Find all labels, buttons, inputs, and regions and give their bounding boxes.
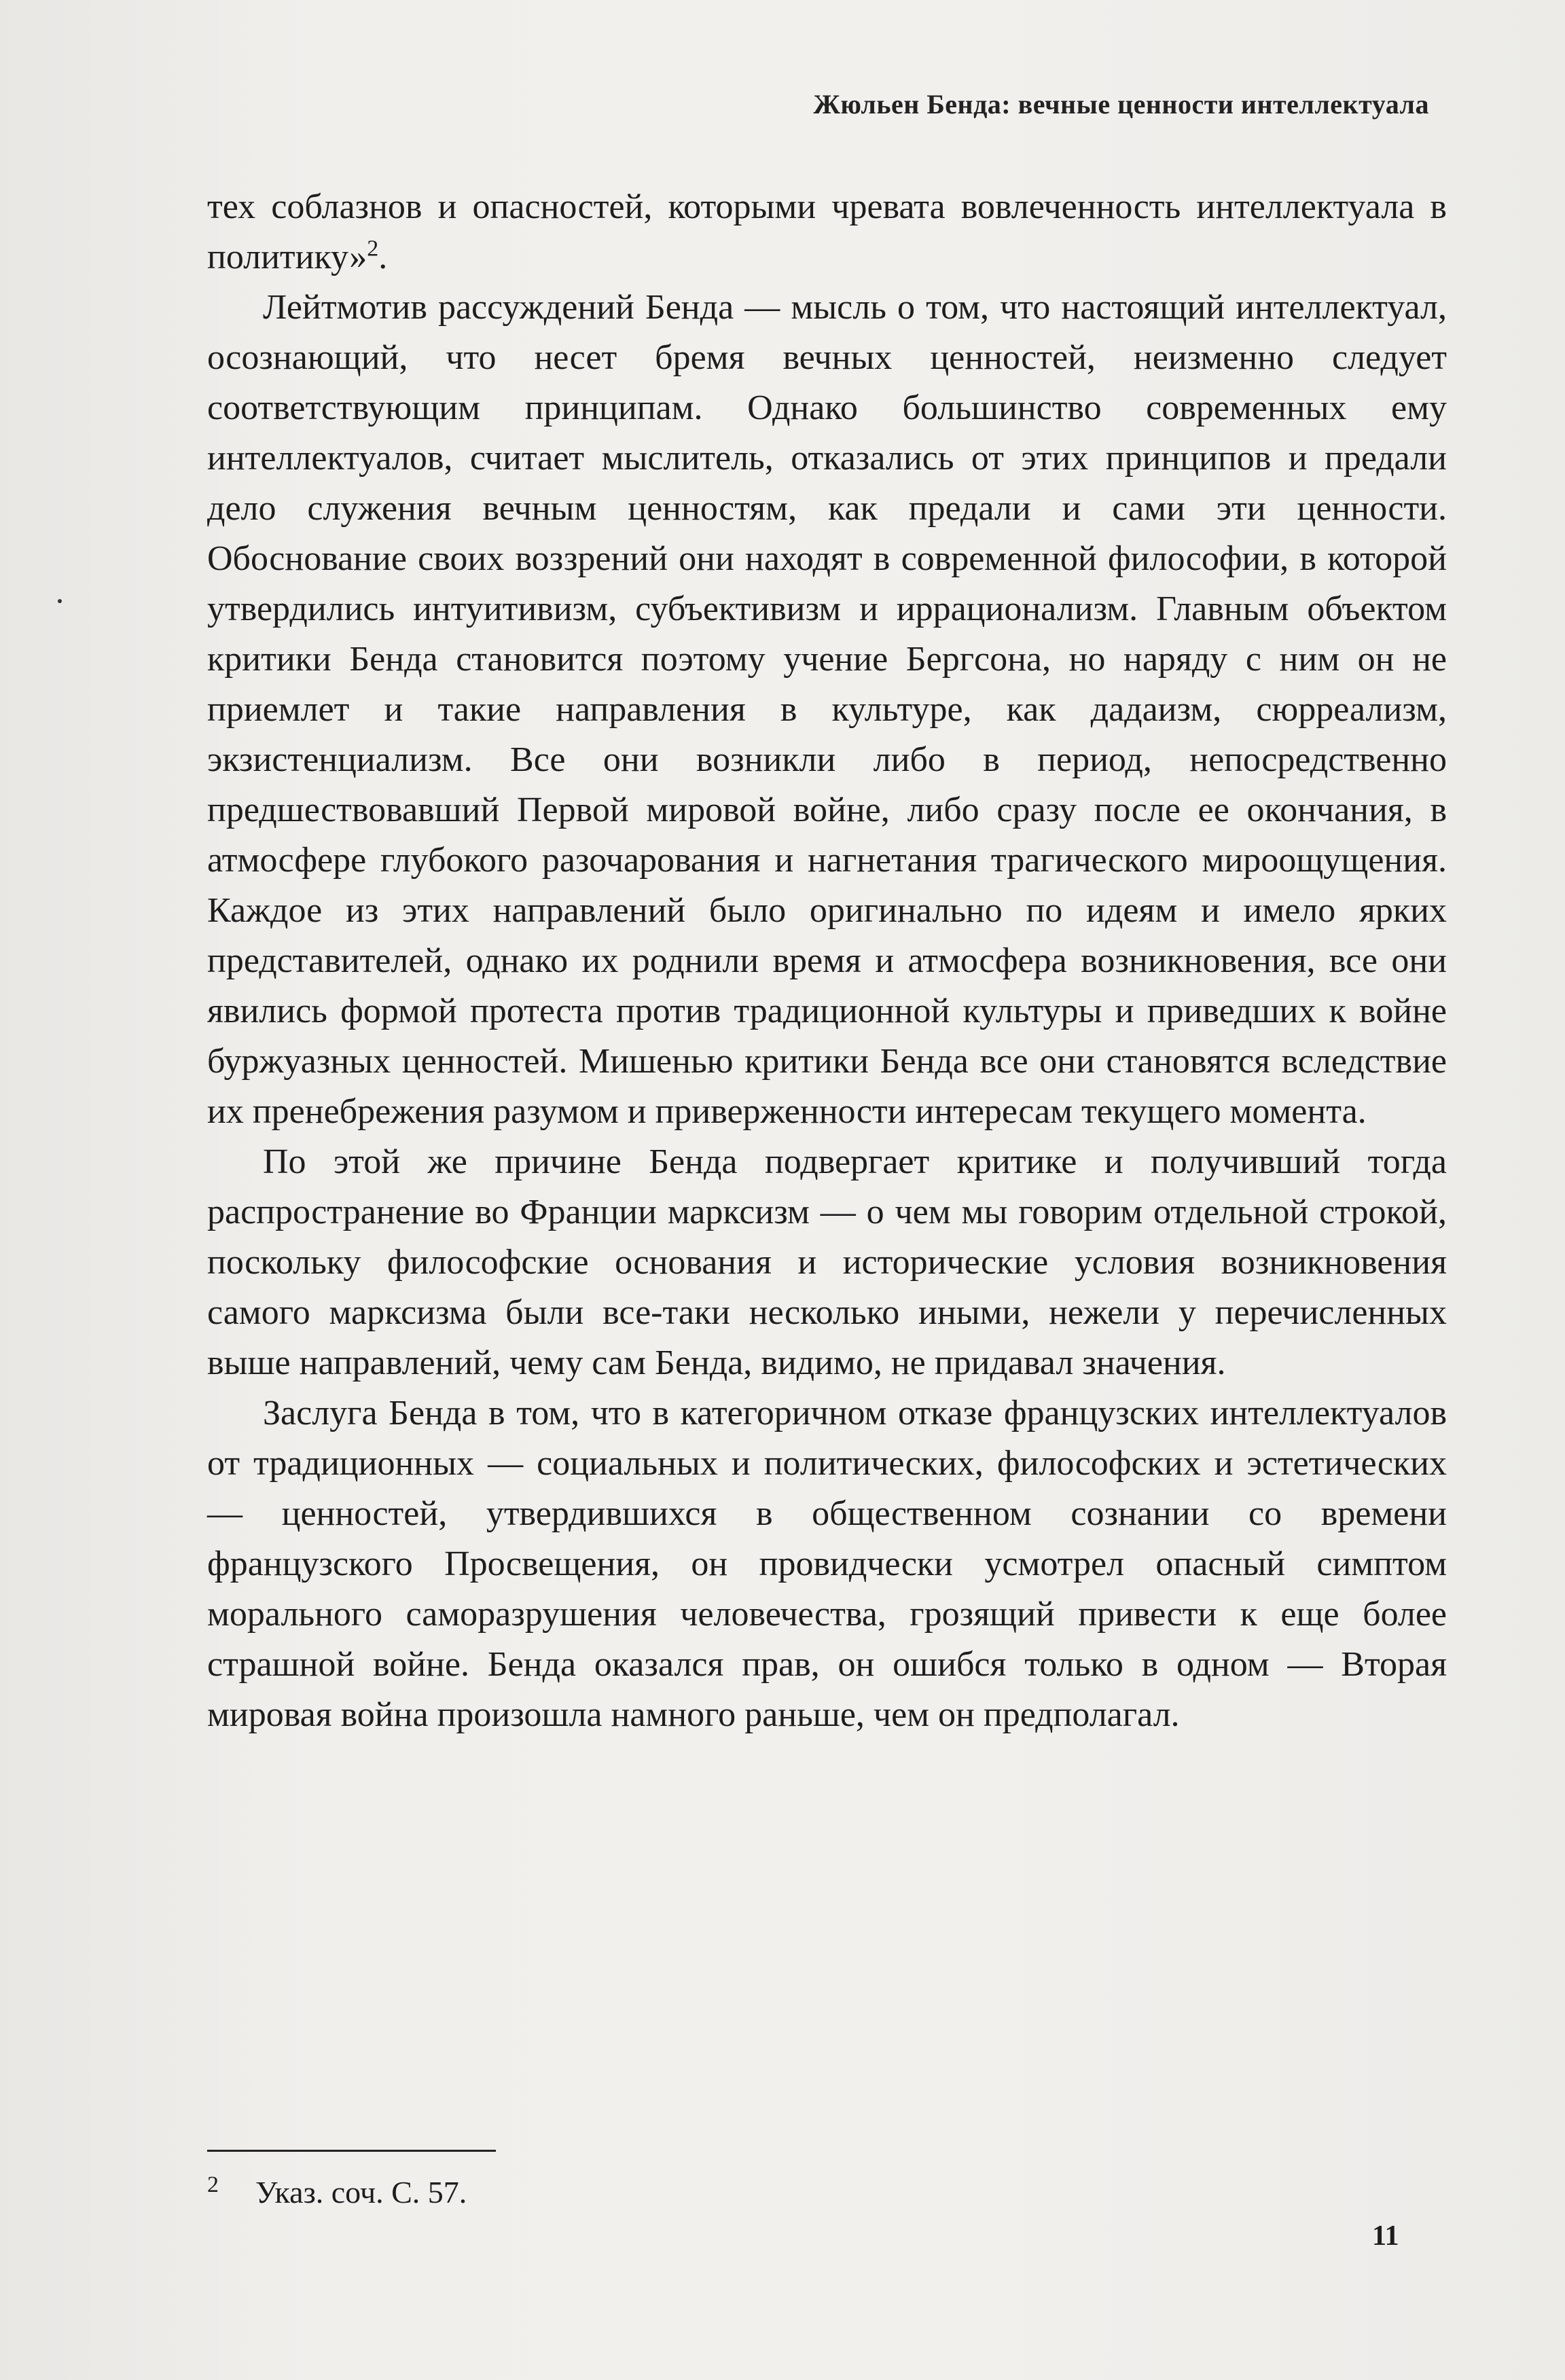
- paragraph-1-text: тех соблазнов и опасностей, которыми чревата вовлеченность интеллектуала в политику»: [207, 187, 1447, 276]
- paragraph-2: Лейтмотив рассуждений Бенда — мысль о том, что настоящий интеллектуал, осознающий, что несет бремя вечных ценностей, неизменно следует соответствующим принципам. Однако большинство современных ему интеллектуалов, считает мыслитель, отказались от этих принципов и предали дело служения вечным ценностям, как предали и сами эти ценности. Обоснование своих воззрений они находят в современной философии, в которой утвердились интуитивизм, субъективизм и иррационализм. Главным объектом критики Бенда становится поэтому учение Бергсона, но наряду с ним он не приемлет и такие направления в культуре, как дадаизм, сюрреализм, экзистенциализм. Все они возникли либо в период, непосредственно предшествовавший Первой мировой войне, либо сразу после ее окончания, в атмосфере глубокого разочарования и нагнетания трагического мироощущения. Каждое из этих направлений было оригинально по идеям и имело ярких представителей, однако их роднили время и атмосфера возникновения, все они явились формой протеста против традиционной культуры и приведших к войне буржуазных ценностей. Мишенью критики Бенда все они становятся вследствие их пренебрежения разумом и приверженности интересам текущего момента.: [207, 288, 1447, 1131]
- paragraph-1: [207, 182, 1447, 283]
- running-header: Жюльен Бенда: вечные ценности интеллектуала: [813, 89, 1429, 120]
- footnote: [207, 2172, 467, 2213]
- footnote-divider: [207, 2150, 496, 2152]
- body-text: [207, 182, 1447, 1740]
- page-number: 11: [1372, 2220, 1399, 2252]
- footnote-number: 2: [207, 2171, 219, 2197]
- footnote-reference: 2: [367, 236, 379, 262]
- paragraph-4: Заслуга Бенда в том, что в категоричном отказе французских интеллектуалов от традиционных — социальных и политических, философских и эстетических — ценностей, утвердившихся в общественном сознании со времени французского Просвещения, он провидчески усмотрел опасный симптом морального саморазрушения человечества, грозящий привести к еще более страшной войне. Бенда оказался прав, он ошибся только в одном — Вторая мировая война произошла намного раньше, чем он предполагал.: [207, 1394, 1447, 1734]
- paper-speck: [58, 599, 62, 603]
- paragraph-3: По этой же причине Бенда подвергает критике и получивший тогда распространение во Франции марксизм — о чем мы говорим отдельной строкой, поскольку философские основания и исторические условия возникновения самого марксизма были все-таки несколько иными, нежели у перечисленных выше направлений, чему сам Бенда, видимо, не придавал значения.: [207, 1142, 1447, 1382]
- paragraph-1-end: .: [378, 238, 388, 276]
- footnote-text: Указ. соч. С. 57.: [255, 2175, 467, 2210]
